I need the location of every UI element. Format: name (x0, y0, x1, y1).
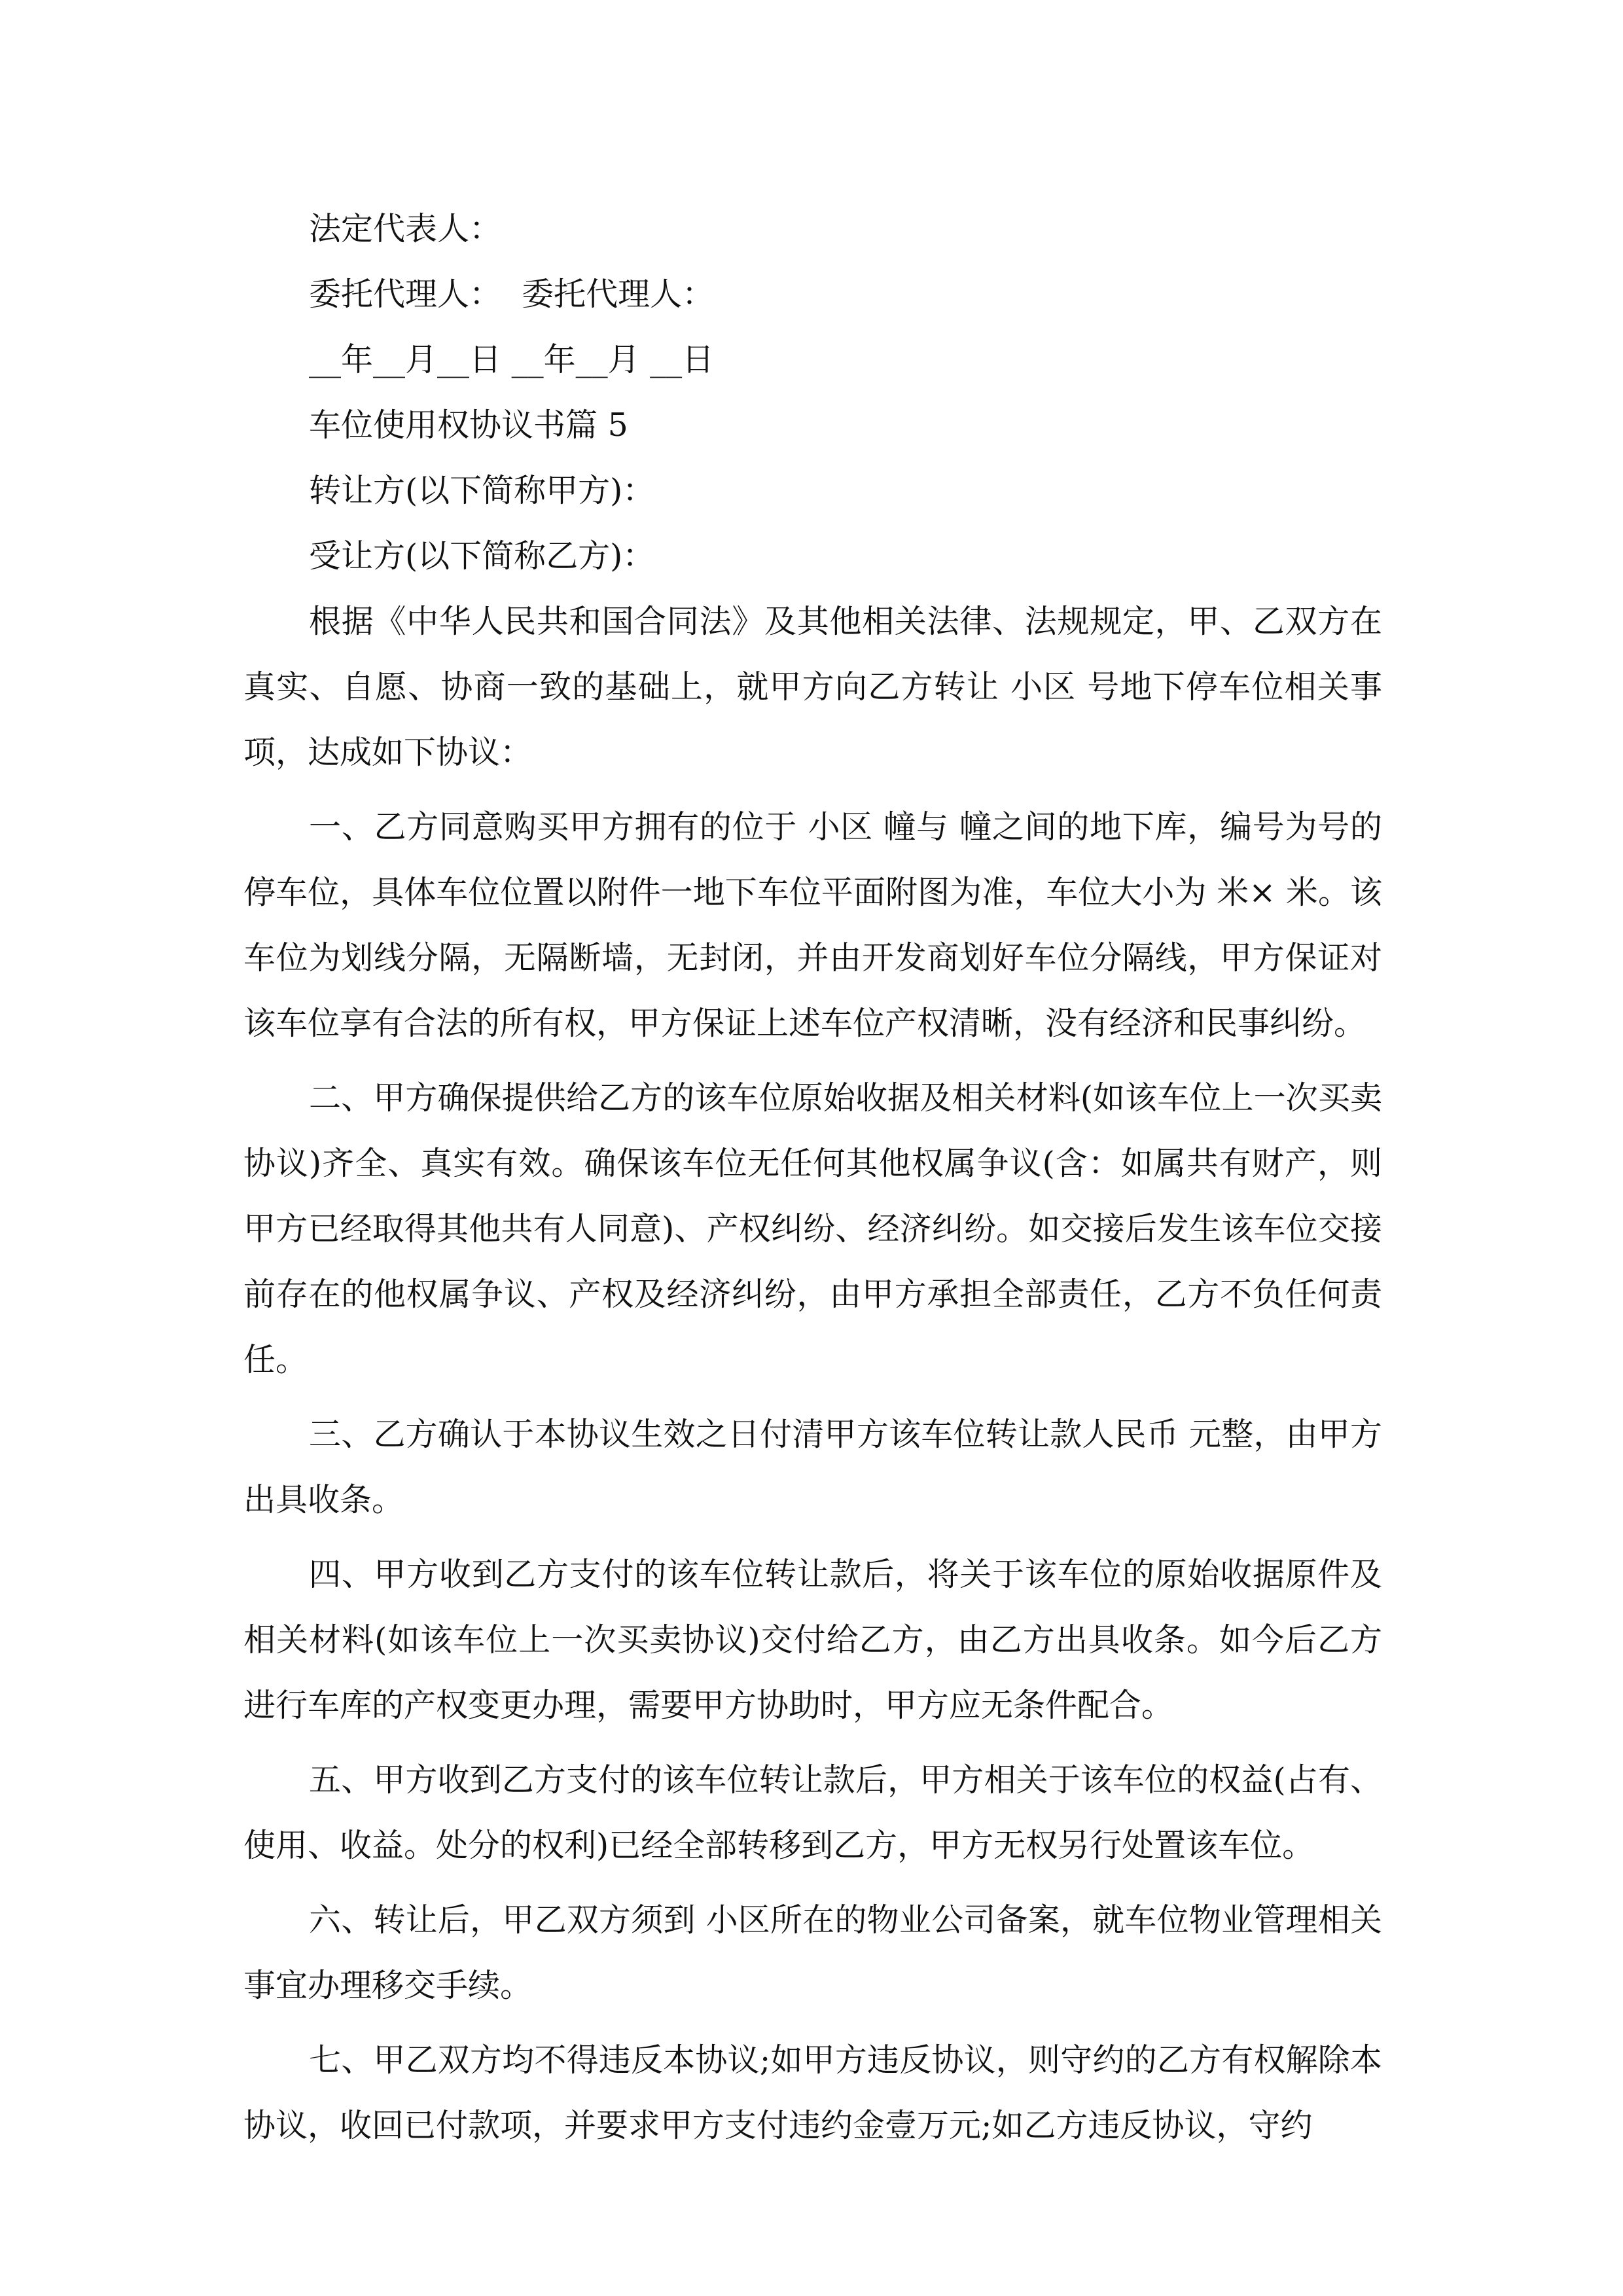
section-title: 车位使用权协议书篇 5 (309, 406, 628, 444)
authorized-agent-line: 委托代理人： 委托代理人： (309, 276, 715, 313)
paragraph-gap (243, 1738, 1382, 1748)
paragraph-gap (243, 1533, 1382, 1542)
clause-3: 三、乙方确认于本协议生效之日付清甲方该车位转让款人民币 元整，由甲方出具收条。 (243, 1416, 1382, 1518)
clause-7: 七、甲乙双方均不得违反本协议;如甲方违反协议，则守约的乙方有权解除本协议，收回已付款项，并要求甲方支付违约金壹万元;如乙方违反协议，守约 (243, 2041, 1382, 2144)
signature-date-line: __年__月__日 __年__月 __日 (309, 341, 715, 378)
paragraph-gap (243, 1056, 1382, 1066)
transferor-line: 转让方(以下简称甲方)： (309, 472, 655, 509)
clause-2: 二、甲方确保提供给乙方的该车位原始收据及相关材料(如该车位上一次买卖协议)齐全、真实有效。确保该车位无任何其他权属争议(含：如属共有财产，则甲方已经取得其他共有人同意)、产权纠纷、经济纠纷。如交接后发生该车位交接前存在的他权属争议、产权及经济纠纷，由甲方承担全部责任，乙方不负任何责任。 (243, 1079, 1382, 1378)
clause-1: 一、乙方同意购买甲方拥有的位于 小区 幢与 幢之间的地下库，编号为号的停车位，具体车位位置以附件一地下车位平面附图为准，车位大小为 米× 米。该车位为划线分隔，无隔断墙，无封闭，并由开发商划好车位分隔线，甲方保证对该车位享有合法的所有权，甲方保证上述车位产权清晰，没有经济和民事纠纷。 (243, 808, 1382, 1042)
paragraph-preamble: 根据《中华人民共和国合同法》及其他相关法律、法规规定，甲、乙双方在真实、自愿、协商一致的基础上，就甲方向乙方转让 小区 号地下停车位相关事项，达成如下协议： (243, 603, 1382, 771)
document-page (243, 196, 1382, 2159)
legal-representative-line: 法定代表人： (309, 210, 502, 247)
paragraph-gap (243, 1878, 1382, 1888)
clause-6: 六、转让后，甲乙双方须到 小区所在的物业公司备案，就车位物业管理相关事宜办理移交手续。 (243, 1901, 1382, 2004)
clause-5: 五、甲方收到乙方支付的该车位转让款后，甲方相关于该车位的权益(占有、使用、收益。处分的权利)已经全部转移到乙方，甲方无权另行处置该车位。 (243, 1761, 1382, 1864)
paragraph-gap (243, 2018, 1382, 2028)
paragraph-gap (243, 785, 1382, 795)
paragraph-gap (243, 1393, 1382, 1402)
clause-4: 四、甲方收到乙方支付的该车位转让款后，将关于该车位的原始收据原件及相关材料(如该车位上一次买卖协议)交付给乙方，由乙方出具收条。如今后乙方进行车库的产权变更办理，需要甲方协助时，甲方应无条件配合。 (243, 1556, 1382, 1724)
transferee-line: 受让方(以下简称乙方)： (309, 537, 655, 575)
